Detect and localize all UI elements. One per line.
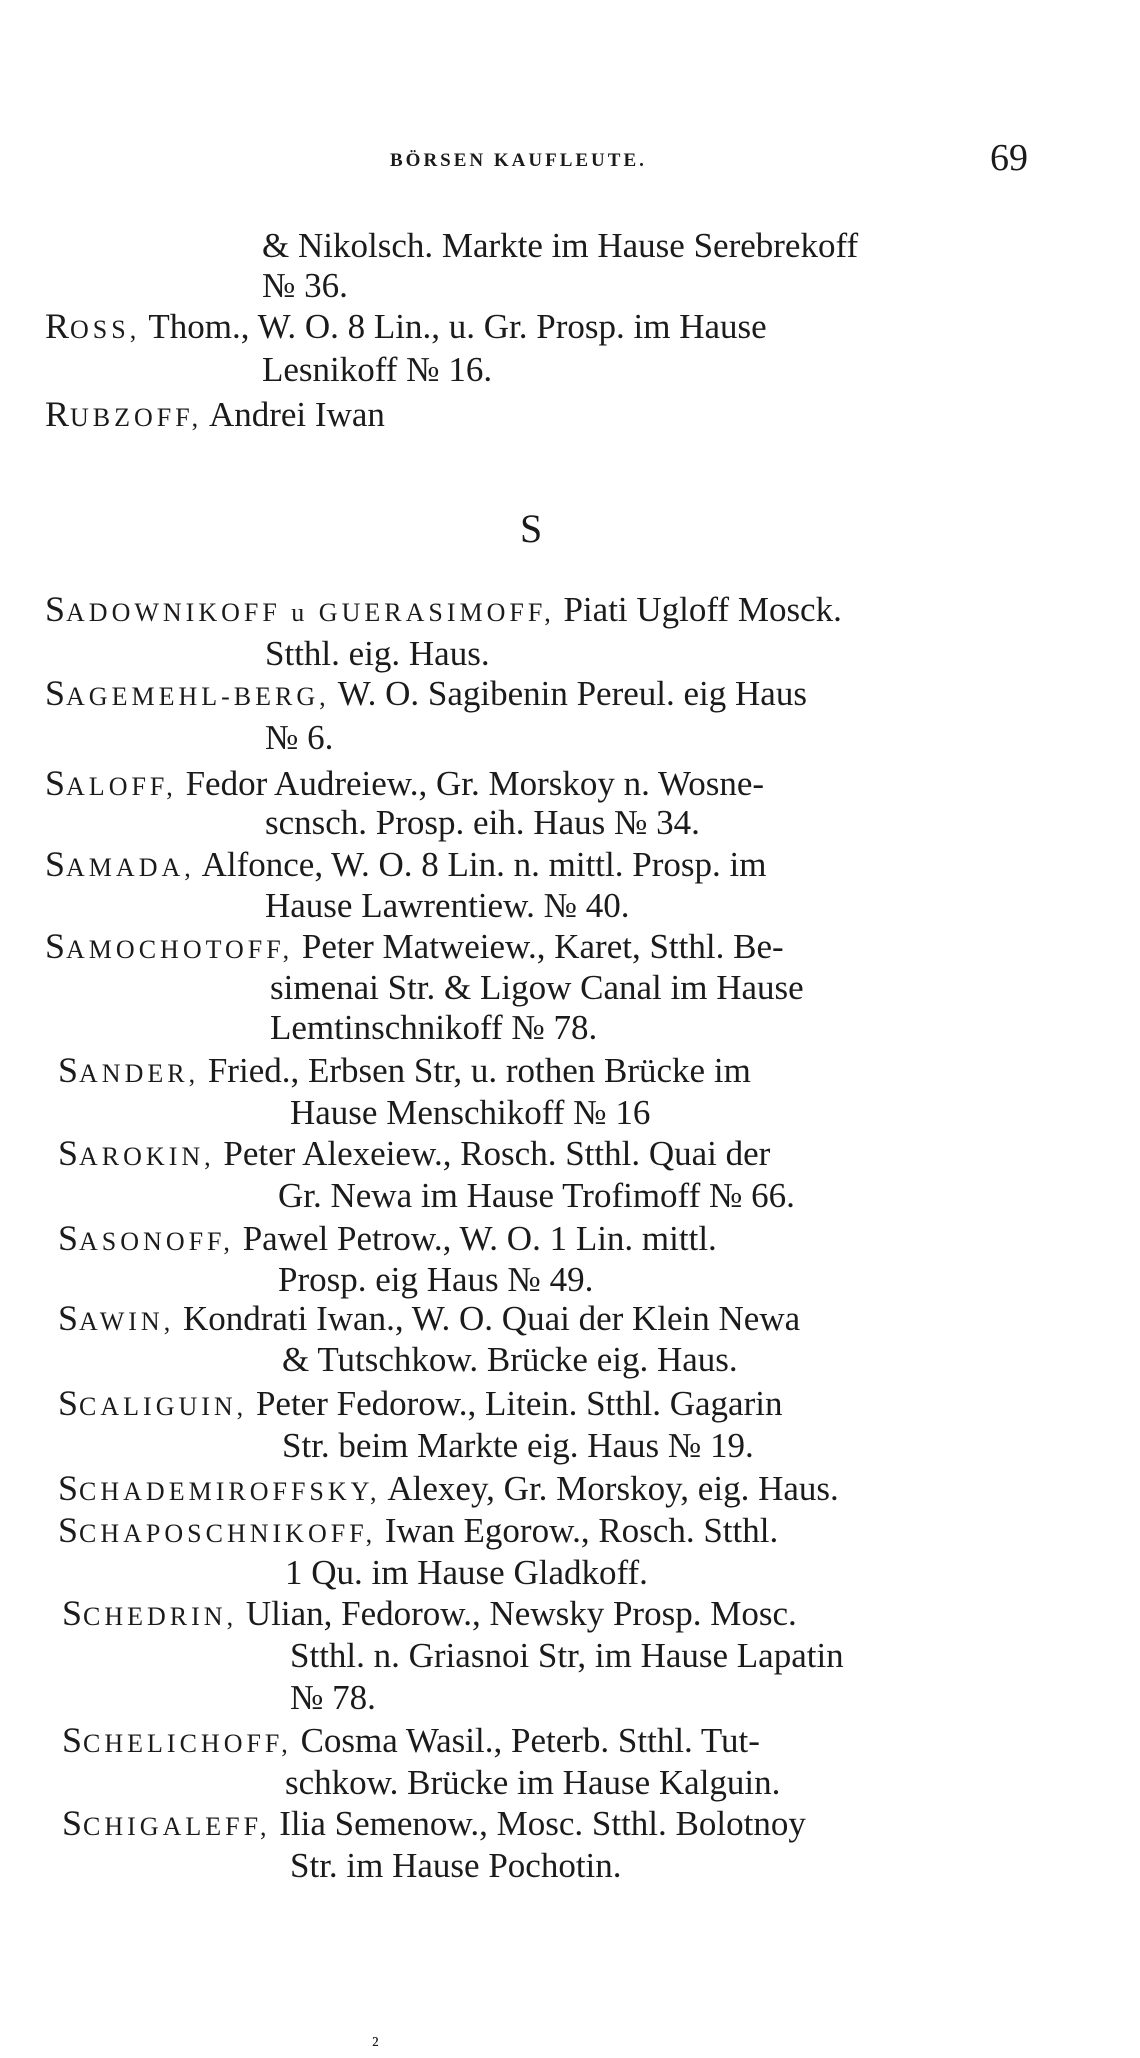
entry-name: SCHEDRIN, xyxy=(62,1593,238,1633)
entry-text: Iwan Egorow., Rosch. Stthl. xyxy=(384,1511,779,1550)
entry-first-line xyxy=(58,1512,778,1548)
entry-name: SCHAPOSCHNIKOFF, xyxy=(58,1510,377,1550)
entry-first-line xyxy=(45,591,842,627)
entry-first-line xyxy=(45,928,784,964)
entry-line: & Nikolsch. Markte im Hause Serebrekoff xyxy=(262,226,859,265)
running-head: BÖRSEN KAUFLEUTE. xyxy=(390,150,647,171)
entry-text: Kondrati Iwan., W. O. Quai der Klein Newa xyxy=(182,1299,801,1338)
entry-name: SASONOFF, xyxy=(58,1218,234,1258)
entry-name: SADOWNIKOFF u GUERASIMOFF, xyxy=(45,589,555,629)
entry-line: Stthl. n. Griasnoi Str, im Hause Lapatin xyxy=(290,1636,844,1675)
entry-text: Fried., Erbsen Str, u. rothen Brücke im xyxy=(207,1051,751,1090)
entry-first-line xyxy=(58,1052,751,1088)
entry-name: SALOFF, xyxy=(45,763,177,803)
entry-line: Hause Lawrentiew. № 40. xyxy=(265,886,630,925)
entry-first-line xyxy=(45,308,767,344)
entry-name: SAWIN, xyxy=(58,1298,175,1338)
entry-name: SCHIGALEFF, xyxy=(62,1803,271,1843)
entry-line: Lesnikoff № 16. xyxy=(262,350,493,389)
entry-name: SCALIGUIN, xyxy=(58,1383,248,1423)
entry-name: ROSS, xyxy=(45,306,141,346)
entry-first-line xyxy=(58,1220,717,1256)
entry-line: Prosp. eig Haus № 49. xyxy=(278,1260,594,1299)
entry-line: Stthl. eig. Haus. xyxy=(265,634,490,673)
entry-first-line xyxy=(62,1595,797,1631)
entry-line: Str. beim Markte eig. Haus № 19. xyxy=(282,1426,754,1465)
entry-line: Str. im Hause Pochotin. xyxy=(290,1846,622,1885)
entry-text: Peter Fedorow., Litein. Stthl. Gagarin xyxy=(255,1384,783,1423)
entry-name: SANDER, xyxy=(58,1050,200,1090)
entry-first-line xyxy=(58,1135,770,1171)
entry-name: SAMOCHOTOFF, xyxy=(45,926,294,966)
entry-text: Piati Ugloff Mosck. xyxy=(563,590,842,629)
entry-text: Ilia Semenow., Mosc. Stthl. Bolotnoy xyxy=(279,1804,806,1843)
entry-first-line xyxy=(45,396,385,432)
entry-line: Lemtinschnikoff № 78. xyxy=(270,1008,598,1047)
footer-mark: ² xyxy=(372,2032,379,2057)
entry-name: SAMADA, xyxy=(45,844,195,884)
entry-name: SCHADEMIROFFSKY, xyxy=(58,1468,381,1508)
entry-line: Gr. Newa im Hause Trofimoff № 66. xyxy=(278,1176,795,1215)
entry-line: scnsch. Prosp. eih. Haus № 34. xyxy=(265,803,700,842)
page-number: 69 xyxy=(990,137,1028,179)
entry-text: Andrei Iwan xyxy=(208,395,385,434)
entry-text: Peter Matweiew., Karet, Stthl. Be- xyxy=(301,927,784,966)
entry-line: Hause Menschikoff № 16 xyxy=(290,1093,651,1132)
entry-first-line xyxy=(58,1470,839,1506)
entry-name: SAROKIN, xyxy=(58,1133,215,1173)
entry-text: Thom., W. O. 8 Lin., u. Gr. Prosp. im Hause xyxy=(148,307,767,346)
entry-first-line xyxy=(58,1385,782,1421)
entry-line: № 36. xyxy=(262,266,348,305)
entry-text: Alexey, Gr. Morskoy, eig. Haus. xyxy=(387,1469,839,1508)
entry-text: Alfonce, W. O. 8 Lin. n. mittl. Prosp. im xyxy=(201,845,767,884)
entry-text: Cosma Wasil., Peterb. Stthl. Tut- xyxy=(300,1721,760,1760)
entry-first-line xyxy=(62,1722,760,1758)
entry-first-line xyxy=(62,1805,806,1841)
entry-name: SCHELICHOFF, xyxy=(62,1720,292,1760)
entry-first-line xyxy=(45,846,766,882)
entry-first-line xyxy=(58,1300,800,1336)
entry-line: schkow. Brücke im Hause Kalguin. xyxy=(285,1763,781,1802)
entry-name: SAGEMEHL-BERG, xyxy=(45,673,330,713)
entry-first-line xyxy=(45,765,764,801)
entry-text: Peter Alexeiew., Rosch. Stthl. Quai der xyxy=(223,1134,771,1173)
entry-line: № 78. xyxy=(290,1678,376,1717)
entry-text: Fedor Audreiew., Gr. Morskoy n. Wosne- xyxy=(185,764,765,803)
entry-line: № 6. xyxy=(265,718,334,757)
entry-text: Ulian, Fedorow., Newsky Prosp. Mosc. xyxy=(245,1594,797,1633)
entry-line: simenai Str. & Ligow Canal im Hause xyxy=(270,968,804,1007)
entry-text: W. O. Sagibenin Pereul. eig Haus xyxy=(337,674,807,713)
entry-first-line xyxy=(45,675,807,711)
entry-line: & Tutschkow. Brücke eig. Haus. xyxy=(282,1340,738,1379)
entry-name: RUBZOFF, xyxy=(45,394,203,434)
entry-line: 1 Qu. im Hause Gladkoff. xyxy=(285,1553,648,1592)
section-letter: S xyxy=(520,506,543,551)
entry-text: Pawel Petrow., W. O. 1 Lin. mittl. xyxy=(242,1219,717,1258)
